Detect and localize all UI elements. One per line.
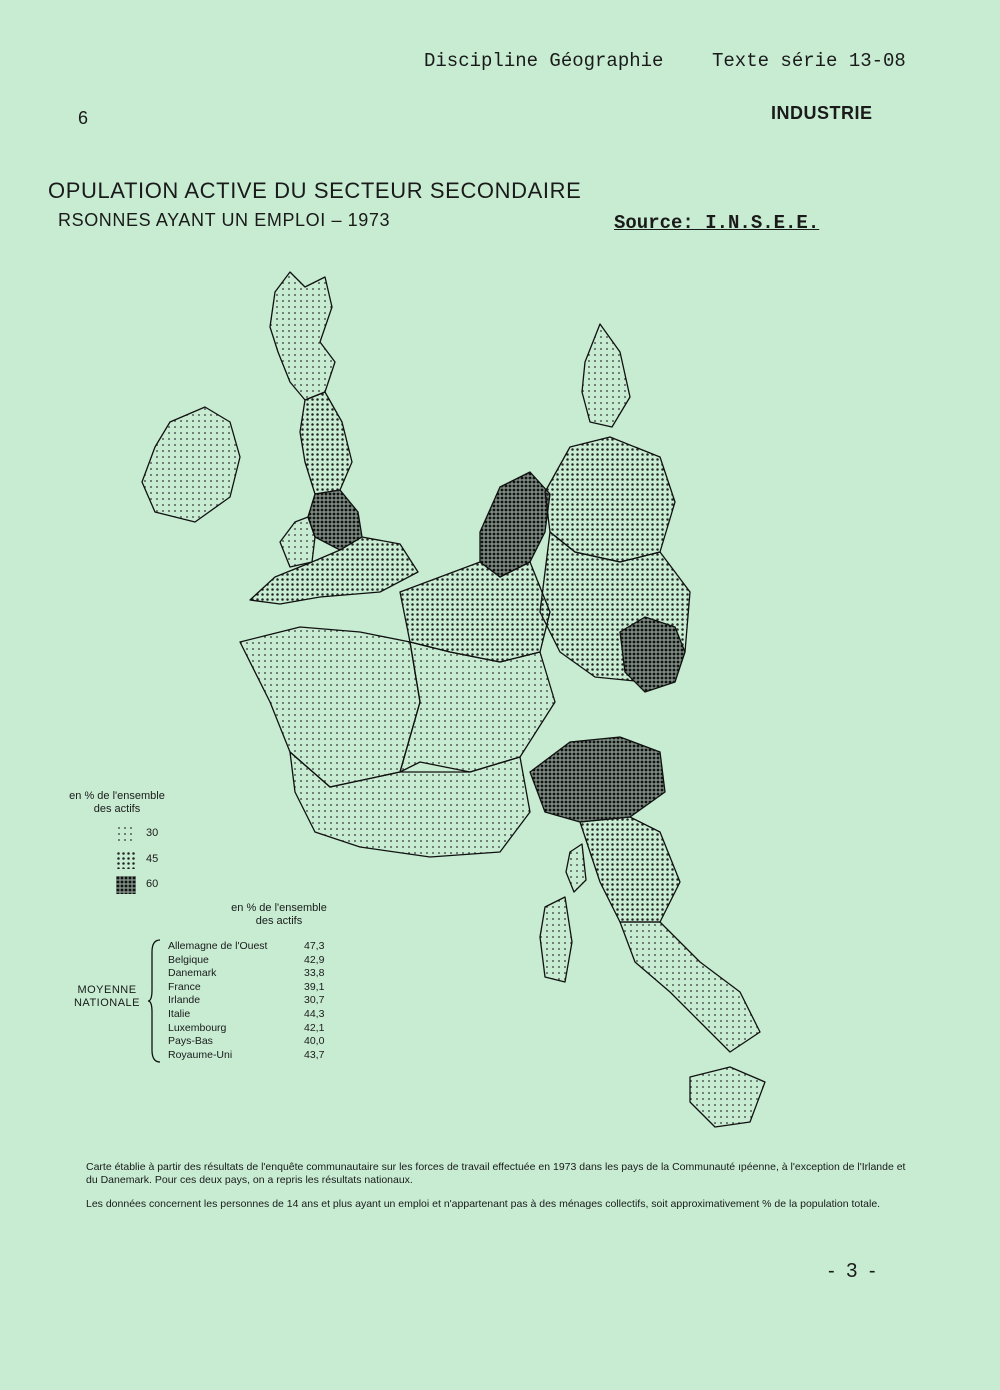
- average-row: [168, 981, 338, 995]
- averages-heading: en % de l'ensemble des actifs: [231, 902, 327, 927]
- country-value: 47,3: [304, 940, 325, 952]
- region-south-italy: [620, 922, 760, 1052]
- average-row: [168, 940, 338, 954]
- region-denmark: [582, 324, 630, 427]
- country-name: Luxembourg: [168, 1021, 227, 1034]
- country-value: 44,3: [304, 1007, 325, 1020]
- country-name: Italie: [168, 1007, 191, 1020]
- region-midlands-england: [308, 490, 362, 550]
- region-north-england: [300, 392, 352, 494]
- legend-label: 30: [146, 827, 159, 839]
- region-sicily: [690, 1067, 765, 1127]
- region-ireland: [142, 407, 240, 522]
- map-title: OPULATION ACTIVE DU SECTEUR SECONDAIRE: [48, 178, 582, 203]
- average-row: [168, 954, 338, 968]
- legend-label: 60: [146, 878, 159, 890]
- country-name: Allemagne de l'Ouest: [168, 940, 268, 952]
- country-name: France: [168, 980, 201, 993]
- dense-dots-swatch: [116, 876, 136, 894]
- average-row: [168, 1049, 338, 1063]
- region-corsica: [566, 844, 586, 892]
- page-number: 6: [78, 108, 89, 128]
- country-value: 42,1: [304, 1021, 325, 1034]
- country-name: Royaume-Uni: [168, 1048, 233, 1061]
- legend-item-30: [116, 825, 196, 845]
- footnote-2: Les données concernent les personnes de 14 ans et plus ayant un emploi et n'appartenant pas à des ménages collectifs, soit approximativement % de la population totale.: [86, 1198, 881, 1210]
- country-value: 30,7: [304, 994, 325, 1007]
- region-benelux: [480, 472, 550, 577]
- country-value: 43,7: [304, 1048, 325, 1061]
- legend-heading: en % de l'ensemble des actifs: [69, 790, 165, 815]
- average-row: [168, 994, 338, 1008]
- region-central-france: [400, 642, 555, 772]
- region-central-italy: [580, 817, 680, 922]
- averages-table: [168, 940, 338, 1062]
- averages-label: MOYENNE NATIONALE: [73, 984, 141, 1009]
- footnote-1: Carte établie à partir des résultats de l'enquête communautaire sur les forces de travail effectuée en 1973 dans les pays de la Communauté ıpéenne, à l'exception de l'Irlande et du Danemark. Pour ces deux pays, on a repris les résultats nationaux.: [86, 1161, 906, 1186]
- header-discipline: Discipline Géographie: [424, 50, 664, 72]
- country-name: Pays-Bas: [168, 1035, 213, 1048]
- source-label: Source: I.N.S.E.E.: [614, 212, 820, 234]
- region-sardinia: [540, 897, 572, 982]
- header-texte: Texte série 13-08: [712, 50, 906, 72]
- region-west-france: [240, 627, 420, 787]
- country-name: Danemark: [168, 967, 217, 980]
- section-title: INDUSTRIE: [771, 103, 873, 123]
- average-row: [168, 1008, 338, 1022]
- legend-item-60: [116, 876, 196, 896]
- region-north-italy: [530, 737, 665, 822]
- legend-item-45: [116, 851, 196, 871]
- country-value: 33,8: [304, 967, 325, 980]
- average-row: [168, 1022, 338, 1036]
- country-name: Irlande: [168, 994, 201, 1007]
- region-wales: [280, 517, 315, 567]
- brace-icon: [148, 938, 164, 1064]
- page-bottom-number: - 3 -: [828, 1260, 879, 1282]
- country-value: 39,1: [304, 980, 325, 993]
- average-row: [168, 1035, 338, 1049]
- light-dots-swatch: [116, 825, 136, 843]
- average-row: [168, 967, 338, 981]
- country-name: Belgique: [168, 953, 209, 966]
- medium-dots-swatch: [116, 851, 136, 869]
- country-value: 42,9: [304, 953, 325, 966]
- legend-label: 45: [146, 853, 159, 865]
- region-scotland: [270, 272, 335, 400]
- country-value: 40,0: [304, 1035, 325, 1048]
- map-subtitle: RSONNES AYANT UN EMPLOI – 1973: [58, 210, 391, 230]
